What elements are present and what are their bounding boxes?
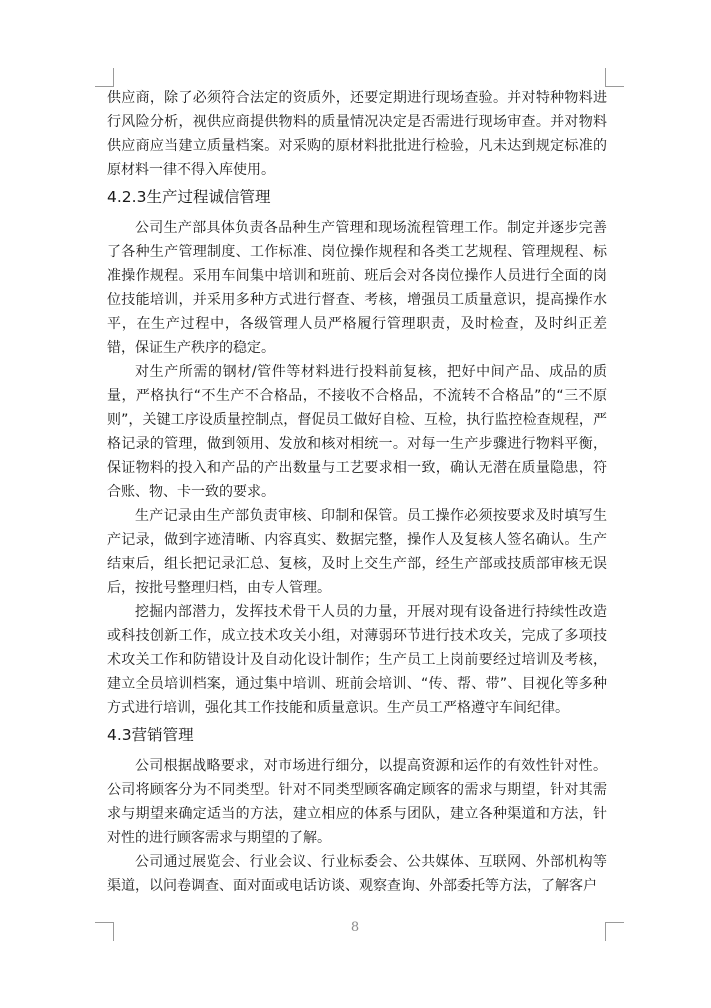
section-heading: 4.2.3生产过程诚信管理 [107,188,271,206]
section-heading: 4.3营销管理 [107,726,194,744]
paragraph: 供应商，除了必须符合法定的资质外，还要定期进行现场查验。并对特种物料进行风险分析，视供应商提供物料的质量情况决定是否需进行现场审查。并对物料供应商应当建立质量档案。对采购的原材料批批进行检验，凡未达到规定标准的原材料一律不得入库使用。 [107,90,607,178]
paragraph: 挖掘内部潜力，发挥技术骨干人员的力量，开展对现有设备进行持续性改造或科技创新工作，成立技术攻关小组，对薄弱环节进行技术攻关，完成了多项技术攻关工作和防错设计及自动化设计制作；生产员工上岗前要经过培训及考核，建立全员培训档案，通过集中培训、班前会培训、“传、帮、带”、目视化等多种方式进行培训，强化其工作技能和质量意识。生产员工严格遵守车间纪律。 [107,604,607,716]
crop-mark-top-left [95,68,114,87]
paragraph: 公司根据战略要求，对市场进行细分，以提高资源和运作的有效性针对性。公司将顾客分为不同类型。针对不同类型顾客确定顾客的需求与期望，针对其需求与期望来确定适当的方法，建立相应的体系与团队，建立各种渠道和方法，针对性的进行顾客需求与期望的了解。 [107,758,607,846]
paragraph: 对生产所需的钢材/管件等材料进行投料前复核，把好中间产品、成品的质量，严格执行“不生产不合格品，不接收不合格品，不流转不合格品”的“三不原则”，关键工序设质量控制点，督促员工做好自检、互检，执行监控检查规程，严格记录的管理，做到领用、发放和核对相统一。对每一生产步骤进行物料平衡，保证物料的投入和产品的产出数量与工艺要求相一致，确认无潜在质量隐患，符合账、物、卡一致的要求。 [107,364,607,500]
crop-mark-bottom-right [605,922,624,941]
paragraph: 公司生产部具体负责各品种生产管理和现场流程管理工作。制定并逐步完善了各种生产管理制度、工作标准、岗位操作规程和各类工艺规程、管理规程、标准操作规程。采用车间集中培训和班前、班后会对各岗位操作人员进行全面的岗位技能培训，并采用多种方式进行督查、考核，增强员工质量意识，提高操作水平，在生产过程中，各级管理人员严格履行管理职责，及时检查，及时纠正差错，保证生产秩序的稳定。 [107,220,607,356]
paragraph: 公司通过展览会、行业会议、行业标委会、公共媒体、互联网、外部机构等渠道，以问卷调查、面对面或电话访谈、观察查询、外部委托等方法，了解客户 [107,854,607,894]
paragraph: 生产记录由生产部负责审核、印制和保管。员工操作必须按要求及时填写生产记录，做到字迹清晰、内容真实、数据完整，操作人及复核人签名确认。生产结束后，组长把记录汇总、复核，及时上交生产部，经生产部或技质部审核无误后，按批号整理归档，由专人管理。 [107,508,607,596]
page-number: 8 [350,920,360,935]
crop-mark-top-right [605,68,624,87]
document-body [107,86,607,898]
crop-mark-bottom-left [95,922,114,941]
